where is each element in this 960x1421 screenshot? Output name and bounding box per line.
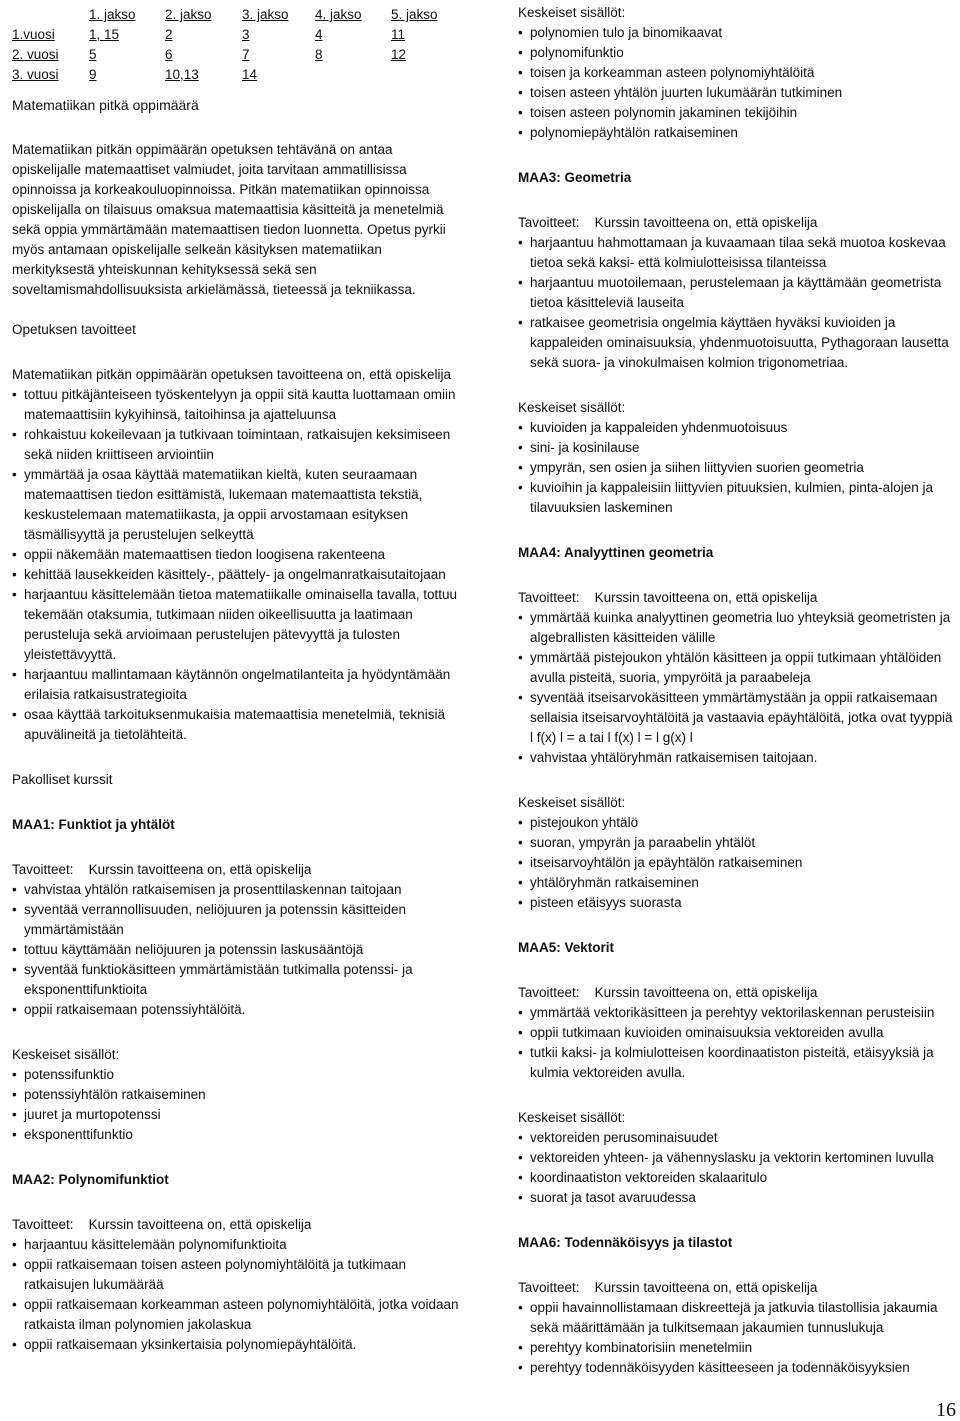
list-item: • kehittää lausekkeiden käsittely-, päättely- ja ongelmanratkaisutaitojaan: [12, 565, 464, 585]
list-item: • oppii ratkaisemaan korkeamman asteen polynomiyhtälöitä, jotka voidaan ratkaista ilman polynomien jakolaskua: [12, 1295, 464, 1335]
list-item: • tottuu pitkäjänteiseen työskentelyyn ja oppii sitä kautta luottamaan omiin matemaattisiin kykyihinsä, taitoihinsa ja ajatteluunsa: [12, 385, 464, 425]
list-item: • tottuu käyttämään neliöjuuren ja potenssin laskusääntöjä: [12, 940, 464, 960]
list-item: • polynomiepäyhtälön ratkaiseminen: [518, 123, 958, 143]
schedule-cell: 3: [242, 27, 250, 42]
schedule-cell: 4: [315, 27, 323, 42]
schedule-cell: 1, 15: [89, 27, 120, 42]
schedule-cell: [315, 65, 391, 85]
list-item: • vahvistaa yhtälöryhmän ratkaisemisen taitojaan.: [518, 748, 958, 768]
list-item: • syventää itseisarvokäsitteen ymmärtämystään ja oppii ratkaisemaan sellaisia itseisarvoyhtälöitä ja vastaavia epäyhtälöitä, jotka ovat tyyppiä l f(x) l = a tai l f(x) l = l g(x) l: [518, 688, 958, 748]
list-item: • vektoreiden yhteen- ja vähennyslasku ja vektorin kertominen luvulla: [518, 1148, 958, 1168]
schedule-cell: 7: [242, 47, 250, 62]
list-item: • oppii näkemään matemaattisen tiedon loogisena rakenteena: [12, 545, 464, 565]
course-title-maa5: MAA5: Vektorit: [518, 940, 615, 955]
schedule-row: [12, 25, 461, 45]
schedule-cell: 12: [391, 47, 407, 62]
page-title: Matematiikan pitkä oppimäärä: [12, 97, 199, 113]
list-item: • osaa käyttää tarkoituksenmukaisia matemaattisia menetelmiä, teknisiä apuvälineitä ja tietolähteitä.: [12, 705, 464, 745]
maa3-contents-list: [518, 418, 958, 518]
goals-lead-text: Kurssin tavoitteena on, että opiskelija: [594, 1280, 818, 1295]
goals-label: Tavoitteet:: [518, 215, 580, 230]
schedule-cell: 8: [315, 47, 323, 62]
course-title-maa1: MAA1: Funktiot ja yhtälöt: [12, 817, 175, 832]
goals-lead-text: Kurssin tavoitteena on, että opiskelija: [88, 862, 312, 877]
list-item: • polynomien tulo ja binomikaavat: [518, 23, 958, 43]
schedule-cell: [391, 65, 461, 85]
maa6-goals-list: [518, 1298, 958, 1378]
course-goals-lead: [12, 860, 464, 880]
list-item: • ymmärtää kuinka analyyttinen geometria luo yhteyksiä geometristen ja algebrallisten käsitteiden välille: [518, 608, 958, 648]
maa2-contents-list: [518, 23, 958, 143]
schedule-cell: 9: [89, 67, 97, 82]
schedule-header-cell: 5. jakso: [391, 7, 438, 22]
list-item: • ymmärtää vektorikäsitteen ja perehtyy vektorilaskennan perusteisiin: [518, 1003, 958, 1023]
schedule-cell: 2: [165, 27, 173, 42]
goals-label: Tavoitteet:: [518, 590, 580, 605]
list-item: • oppii ratkaisemaan yksinkertaisia polynomiepäyhtälöitä.: [12, 1335, 464, 1355]
list-item: • syventää verrannollisuuden, neliöjuuren ja potenssin käsitteiden ymmärtämistään: [12, 900, 464, 940]
list-item: • harjaantuu käsittelemään tietoa matematiikalle ominaisella tavalla, tottuu tekemään otaksumia, tutkimaan niiden oikeellisuutta ja laatimaan perusteluja sekä arvioimaan perustelujen pätevyyttä ja tulosten yleistettävyyttä.: [12, 585, 464, 665]
list-item: • harjaantuu hahmottamaan ja kuvaamaan tilaa sekä muotoa koskevaa tietoa sekä kaksi- että kolmiulotteisissa tilanteissa: [518, 233, 958, 273]
course-title-maa6: MAA6: Todennäköisyys ja tilastot: [518, 1235, 733, 1250]
schedule-header-cell: 2. jakso: [165, 7, 212, 22]
contents-label: Keskeiset sisällöt:: [518, 5, 626, 20]
list-item: • suorat ja tasot avaruudessa: [518, 1188, 958, 1208]
schedule-cell: 14: [242, 67, 258, 82]
list-item: • vektoreiden perusominaisuudet: [518, 1128, 958, 1148]
maa1-goals-list: [12, 880, 464, 1020]
maa4-contents-list: [518, 813, 958, 913]
list-item: • pistejoukon yhtälö: [518, 813, 958, 833]
course-title-maa4: MAA4: Analyyttinen geometria: [518, 545, 714, 560]
list-item: • tutkii kaksi- ja kolmiulotteisen koordinaatiston pisteitä, etäisyyksiä ja kulmia vektoreiden avulla.: [518, 1043, 958, 1083]
list-item: • potenssiyhtälön ratkaiseminen: [12, 1085, 464, 1105]
mandatory-courses-heading: Pakolliset kurssit: [12, 772, 113, 787]
contents-label: Keskeiset sisällöt:: [518, 400, 626, 415]
list-item: • oppii ratkaisemaan toisen asteen polynomiyhtälöitä ja tutkimaan ratkaisujen lukumäärää: [12, 1255, 464, 1295]
maa5-goals-list: [518, 1003, 958, 1083]
list-item: • toisen asteen yhtälön juurten lukumäärän tutkiminen: [518, 83, 958, 103]
schedule-cell: 5: [89, 47, 97, 62]
maa2-goals-list: [12, 1235, 464, 1355]
list-item: • potenssifunktio: [12, 1065, 464, 1085]
course-title-maa3: MAA3: Geometria: [518, 170, 632, 185]
maa4-goals-list: [518, 608, 958, 768]
schedule-header-row: [12, 5, 461, 25]
list-item: • pisteen etäisyys suorasta: [518, 893, 958, 913]
goals-lead-text: Kurssin tavoitteena on, että opiskelija: [594, 985, 818, 1000]
contents-label: Keskeiset sisällöt:: [518, 1110, 626, 1125]
schedule-header-cell: 1. jakso: [89, 7, 136, 22]
course-goals-lead: [518, 588, 958, 608]
list-item: • perehtyy todennäköisyyden käsitteeseen ja todennäköisyyksien: [518, 1358, 958, 1378]
maa5-contents-list: [518, 1128, 958, 1208]
course-goals-lead: [12, 1215, 464, 1235]
page-number: 16: [936, 1399, 956, 1421]
list-item: • perehtyy kombinatorisiin menetelmiin: [518, 1338, 958, 1358]
course-goals-lead: [518, 1278, 958, 1298]
course-goals-lead: [518, 983, 958, 1003]
schedule-header-cell: 3. jakso: [242, 7, 289, 22]
intro-sentence: Pitkän matematiikan opinnoissa opiskelijalla on tilaisuus omaksua matemaattisia käsitteitä ja menetelmiä sekä oppia ymmärtämään matemaattisen tiedon luonnetta.: [12, 182, 444, 237]
list-item: • yhtälöryhmän ratkaiseminen: [518, 873, 958, 893]
list-item: • toisen ja korkeamman asteen polynomiyhtälöitä: [518, 63, 958, 83]
schedule-year-cell: 3. vuosi: [12, 67, 59, 82]
course-schedule-table: [12, 5, 461, 85]
list-item: • harjaantuu muotoilemaan, perustelemaan ja käyttämään geometrista tietoa käsitteleviä lauseita: [518, 273, 958, 313]
goals-lead-text: Kurssin tavoitteena on, että opiskelija: [594, 590, 818, 605]
list-item: • eksponenttifunktio: [12, 1125, 464, 1145]
goals-label: Tavoitteet:: [12, 862, 74, 877]
schedule-row: [12, 65, 461, 85]
left-column: [12, 0, 464, 1355]
goals-heading: Opetuksen tavoitteet: [12, 322, 136, 337]
course-title-maa2: MAA2: Polynomifunktiot: [12, 1172, 169, 1187]
intro-sentence: Opetus pyrkii myös antamaan opiskelijalle selkeän käsityksen matematiikan merkityksestä yhteiskunnan kehityksessä sekä sen soveltamismahdollisuuksista arkielämässä, tieteessä ja tekniikassa.: [12, 222, 446, 297]
list-item: • oppii tutkimaan kuvioiden ominaisuuksia vektoreiden avulla: [518, 1023, 958, 1043]
schedule-cell: 11: [391, 27, 406, 42]
list-item: • ympyrän, sen osien ja siihen liittyvien suorien geometria: [518, 458, 958, 478]
list-item: • sini- ja kosinilause: [518, 438, 958, 458]
schedule-year-cell: 1.vuosi: [12, 27, 55, 42]
schedule-header-cell: 4. jakso: [315, 7, 362, 22]
goals-label: Tavoitteet:: [12, 1217, 74, 1232]
goals-lead-text: Kurssin tavoitteena on, että opiskelija: [88, 1217, 312, 1232]
list-item: • itseisarvoyhtälön ja epäyhtälön ratkaiseminen: [518, 853, 958, 873]
list-item: • suoran, ympyrän ja paraabelin yhtälöt: [518, 833, 958, 853]
list-item: • oppii havainnollistamaan diskreettejä ja jatkuvia tilastollisia jakaumia sekä määrittämään ja tulkitsemaan jakaumien tunnuslukuja: [518, 1298, 958, 1338]
contents-label: Keskeiset sisällöt:: [12, 1047, 120, 1062]
goals-lead-text: Kurssin tavoitteena on, että opiskelija: [594, 215, 818, 230]
list-item: • ymmärtää ja osaa käyttää matematiikan kieltä, kuten seuraamaan matemaattisen tiedon esittämistä, lukemaan matemaattista tekstiä, keskustelemaan matematiikasta, ja oppii arvostamaan esityksen täsmällisyyttä ja perustelujen selkeyttä: [12, 465, 464, 545]
list-item: • toisen asteen polynomin jakaminen tekijöihin: [518, 103, 958, 123]
list-item: • harjaantuu käsittelemään polynomifunktioita: [12, 1235, 464, 1255]
list-item: • ymmärtää pistejoukon yhtälön käsitteen ja oppii tutkimaan yhtälöiden avulla pisteitä, suoria, ympyröitä ja paraabeleja: [518, 648, 958, 688]
schedule-year-cell: 2. vuosi: [12, 47, 59, 62]
goals-label: Tavoitteet:: [518, 985, 580, 1000]
goals-lead: Matematiikan pitkän oppimäärän opetuksen tavoitteena on, että opiskelija: [12, 367, 452, 382]
schedule-cell: 6: [165, 47, 173, 62]
list-item: • harjaantuu mallintamaan käytännön ongelmatilanteita ja hyödyntämään erilaisia ratkaisustrategioita: [12, 665, 464, 705]
intro-paragraph: [12, 140, 464, 300]
schedule-header-cell: [12, 5, 89, 25]
list-item: • kuvioihin ja kappaleisiin liittyvien pituuksien, kulmien, pinta-alojen ja tilavuuksien laskeminen: [518, 478, 958, 518]
list-item: • rohkaistuu kokeilevaan ja tutkivaan toimintaan, ratkaisujen keksimiseen sekä niiden kriittiseen arviointiin: [12, 425, 464, 465]
intro-sentence: Matematiikan pitkän oppimäärän opetuksen tehtävänä on antaa opiskelijalle matemaattiset valmiudet, joita tarvitaan ammatillisissa opinnoissa ja korkeakouluopinnoissa.: [12, 142, 407, 197]
schedule-cell: 10,13: [165, 67, 199, 82]
course-goals-lead: [518, 213, 958, 233]
list-item: • koordinaatiston vektoreiden skalaaritulo: [518, 1168, 958, 1188]
maa1-contents-list: [12, 1065, 464, 1145]
goals-list: [12, 385, 464, 745]
list-item: • juuret ja murtopotenssi: [12, 1105, 464, 1125]
list-item: • kuvioiden ja kappaleiden yhdenmuotoisuus: [518, 418, 958, 438]
list-item: • ratkaisee geometrisia ongelmia käyttäen hyväksi kuvioiden ja kappaleiden ominaisuuksia, yhdenmuotoisuutta, Pythagoraan lausetta sekä suora- ja vinokulmaisen kolmion trigonometriaa.: [518, 313, 958, 373]
maa3-goals-list: [518, 233, 958, 373]
list-item: • oppii ratkaisemaan potenssiyhtälöitä.: [12, 1000, 464, 1020]
right-column: [518, 0, 958, 1378]
schedule-row: [12, 45, 461, 65]
goals-label: Tavoitteet:: [518, 1280, 580, 1295]
list-item: • syventää funktiokäsitteen ymmärtämistään tutkimalla potenssi- ja eksponenttifunktioita: [12, 960, 464, 1000]
contents-label: Keskeiset sisällöt:: [518, 795, 626, 810]
list-item: • vahvistaa yhtälön ratkaisemisen ja prosenttilaskennan taitojaan: [12, 880, 464, 900]
list-item: • polynomifunktio: [518, 43, 958, 63]
